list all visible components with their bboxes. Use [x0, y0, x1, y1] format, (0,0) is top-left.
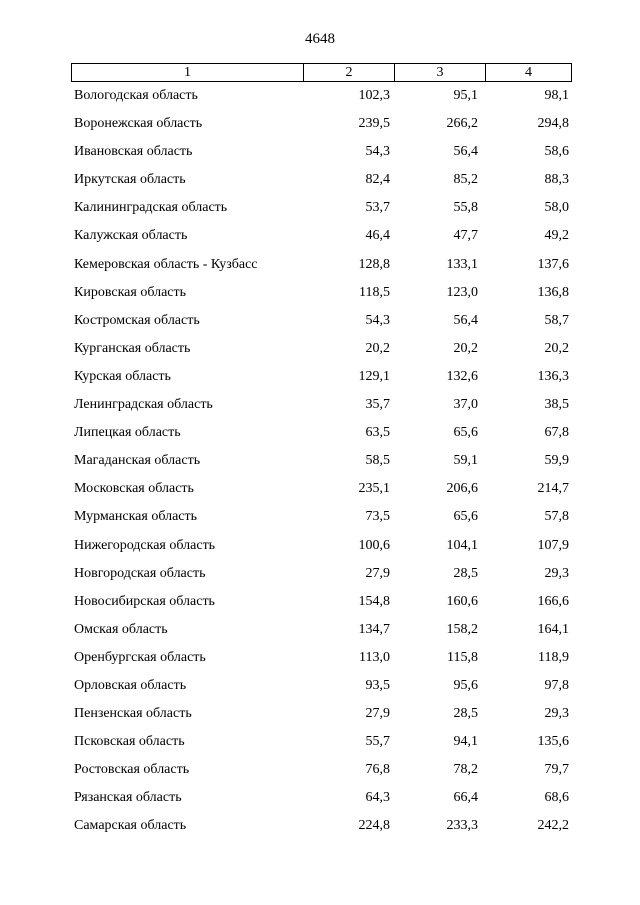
table-row [0, 451, 640, 479]
region-name: Ростовская область [74, 762, 190, 778]
table-row [0, 788, 640, 816]
value-col-2: 118,5 [359, 284, 390, 300]
table-row [0, 620, 640, 648]
region-name: Воронежская область [74, 116, 203, 132]
value-col-4: 166,6 [537, 593, 569, 609]
value-col-4: 67,8 [544, 425, 569, 441]
region-name: Мурманская область [74, 509, 198, 525]
value-col-2: 27,9 [365, 706, 390, 722]
value-col-3: 28,5 [453, 565, 478, 581]
table-row [0, 255, 640, 283]
table-row [0, 648, 640, 676]
value-col-2: 224,8 [358, 818, 390, 834]
value-col-4: 88,3 [544, 172, 569, 188]
region-name: Магаданская область [74, 453, 201, 469]
value-col-2: 55,7 [365, 734, 390, 750]
value-col-3: 104,1 [446, 537, 478, 553]
value-col-4: 29,3 [544, 706, 569, 722]
region-name: Московская область [74, 481, 194, 497]
value-col-2: 20,2 [365, 340, 390, 356]
region-name: Омская область [74, 621, 168, 637]
table-row [0, 479, 640, 507]
region-name: Калининградская область [74, 200, 228, 216]
value-col-3: 65,6 [453, 425, 478, 441]
value-col-4: 242,2 [537, 818, 569, 834]
value-col-3: 160,6 [446, 593, 478, 609]
value-col-4: 79,7 [544, 762, 569, 778]
region-name: Курганская область [74, 340, 191, 356]
value-col-3: 47,7 [453, 228, 478, 244]
value-col-2: 93,5 [365, 677, 390, 693]
value-col-2: 54,3 [365, 144, 390, 160]
region-name: Курская область [74, 368, 171, 384]
header-col-4: 4 [525, 65, 532, 80]
value-col-3: 115,8 [447, 649, 478, 665]
region-name: Иркутская область [74, 172, 186, 188]
value-col-4: 58,0 [544, 200, 569, 216]
value-col-3: 266,2 [446, 116, 478, 132]
table-row [0, 226, 640, 254]
value-col-2: 82,4 [365, 172, 390, 188]
value-col-2: 64,3 [365, 790, 390, 806]
region-name: Калужская область [74, 228, 188, 244]
value-col-4: 68,6 [544, 790, 569, 806]
value-col-3: 206,6 [446, 481, 478, 497]
value-col-2: 128,8 [358, 256, 390, 272]
page-number: 4648 [305, 31, 335, 47]
region-name: Вологодская область [74, 88, 198, 103]
table-row [0, 536, 640, 564]
table-row [0, 592, 640, 620]
value-col-2: 239,5 [358, 116, 390, 132]
table-row [0, 507, 640, 535]
value-col-2: 134,7 [358, 621, 390, 637]
table-row [0, 732, 640, 760]
region-name: Костромская область [74, 312, 200, 328]
table-row [0, 816, 640, 844]
table-row [0, 395, 640, 423]
value-col-2: 102,3 [358, 88, 390, 103]
value-col-4: 136,3 [537, 368, 569, 384]
value-col-2: 154,8 [358, 593, 390, 609]
table-row [0, 367, 640, 395]
region-name: Пензенская область [74, 706, 192, 722]
value-col-3: 56,4 [453, 312, 478, 328]
value-col-2: 113,0 [359, 649, 390, 665]
table-row [0, 114, 640, 142]
region-name: Рязанская область [74, 790, 182, 806]
region-name: Орловская область [74, 677, 187, 693]
value-col-3: 37,0 [453, 397, 478, 413]
value-col-4: 136,8 [537, 284, 569, 300]
value-col-4: 137,6 [537, 256, 569, 272]
value-col-4: 214,7 [537, 481, 569, 497]
value-col-4: 97,8 [544, 677, 569, 693]
table-row [0, 339, 640, 367]
table-row [0, 86, 640, 114]
table-row [0, 170, 640, 198]
value-col-2: 35,7 [365, 397, 390, 413]
value-col-4: 58,6 [544, 144, 569, 160]
value-col-2: 53,7 [365, 200, 390, 216]
value-col-2: 54,3 [365, 312, 390, 328]
value-col-4: 20,2 [544, 340, 569, 356]
table-header [71, 63, 572, 82]
table-row [0, 423, 640, 451]
value-col-4: 107,9 [537, 537, 569, 553]
region-name: Оренбургская область [74, 649, 206, 665]
value-col-3: 59,1 [453, 453, 478, 469]
region-name: Ивановская область [74, 144, 193, 160]
value-col-2: 63,5 [365, 425, 390, 441]
value-col-3: 56,4 [453, 144, 478, 160]
table-row [0, 760, 640, 788]
value-col-3: 20,2 [453, 340, 478, 356]
value-col-3: 66,4 [453, 790, 478, 806]
value-col-2: 46,4 [365, 228, 390, 244]
value-col-2: 27,9 [365, 565, 390, 581]
region-name: Ленинградская область [74, 397, 213, 413]
value-col-3: 95,1 [453, 88, 478, 103]
value-col-4: 57,8 [544, 509, 569, 525]
value-col-3: 123,0 [446, 284, 478, 300]
value-col-3: 133,1 [446, 256, 478, 272]
value-col-4: 29,3 [544, 565, 569, 581]
table-row [0, 283, 640, 311]
header-col-1: 1 [72, 64, 304, 81]
table-row [0, 704, 640, 732]
table-row [0, 311, 640, 339]
value-col-2: 235,1 [358, 481, 390, 497]
table-row [0, 142, 640, 170]
table-body [0, 86, 640, 845]
region-name: Нижегородская область [74, 537, 216, 553]
value-col-2: 73,5 [365, 509, 390, 525]
region-name: Новосибирская область [74, 593, 215, 609]
value-col-4: 164,1 [537, 621, 569, 637]
value-col-3: 158,2 [446, 621, 478, 637]
value-col-3: 233,3 [446, 818, 478, 834]
region-name: Самарская область [74, 818, 187, 834]
value-col-4: 294,8 [537, 116, 569, 132]
value-col-4: 49,2 [544, 228, 569, 244]
value-col-4: 98,1 [544, 88, 569, 103]
table-row [0, 564, 640, 592]
region-name: Новгородская область [74, 565, 206, 581]
value-col-3: 55,8 [453, 200, 478, 216]
value-col-4: 118,9 [538, 649, 569, 665]
table-row [0, 198, 640, 226]
region-name: Кемеровская область - Кузбасс [74, 256, 258, 272]
header-col-3: 3 [395, 64, 486, 81]
value-col-2: 100,6 [358, 537, 390, 553]
value-col-3: 28,5 [453, 706, 478, 722]
value-col-2: 129,1 [358, 368, 390, 384]
table-row [0, 676, 640, 704]
value-col-2: 76,8 [365, 762, 390, 778]
region-name: Кировская область [74, 284, 187, 300]
value-col-3: 95,6 [453, 677, 478, 693]
region-name: Псковская область [74, 734, 185, 750]
value-col-4: 58,7 [544, 312, 569, 328]
value-col-3: 65,6 [453, 509, 478, 525]
value-col-3: 94,1 [453, 734, 478, 750]
value-col-3: 132,6 [446, 368, 478, 384]
value-col-3: 78,2 [453, 762, 478, 778]
value-col-4: 38,5 [544, 397, 569, 413]
value-col-2: 58,5 [365, 453, 390, 469]
value-col-3: 85,2 [453, 172, 478, 188]
value-col-4: 135,6 [537, 734, 569, 750]
region-name: Липецкая область [74, 425, 181, 441]
header-col-2: 2 [304, 64, 395, 81]
value-col-4: 59,9 [544, 453, 569, 469]
